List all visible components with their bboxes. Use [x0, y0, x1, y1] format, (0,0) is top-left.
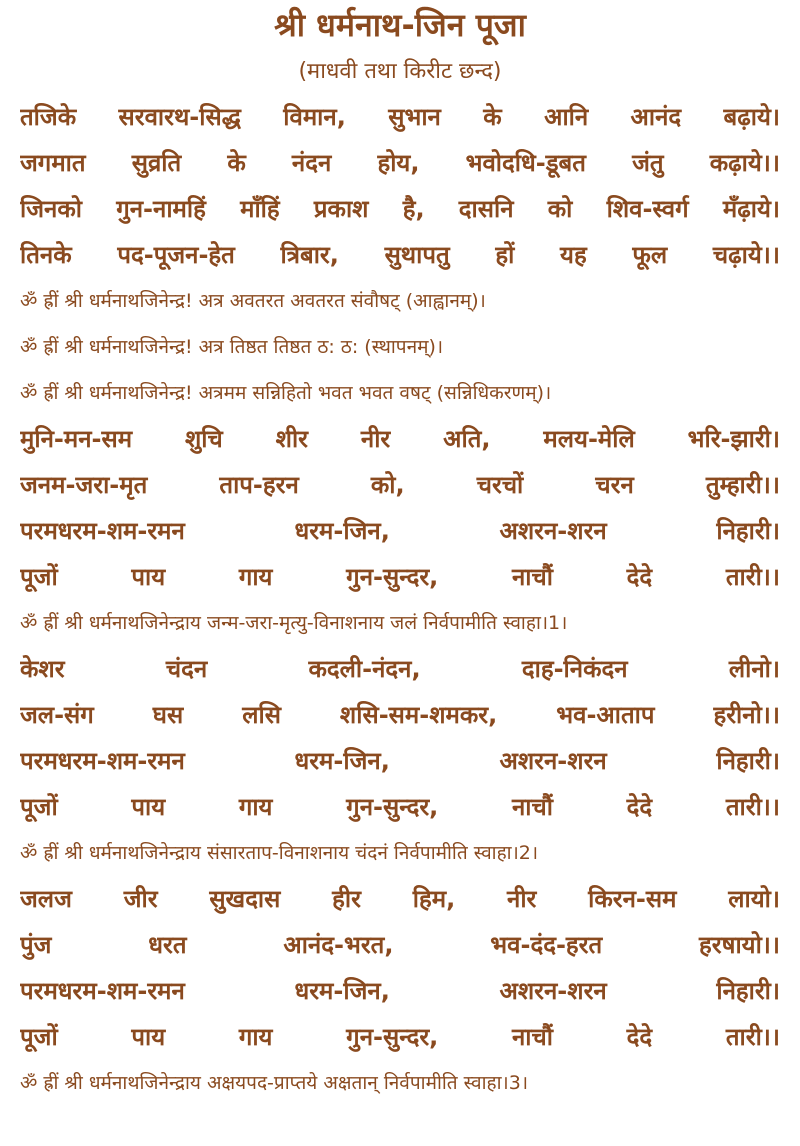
invocation-verse: जगमात सुव्रति के नंदन होय, भवोदधि-डूबत जंतु कढ़ाये।। [20, 149, 780, 177]
stanza-mantra: ॐ ह्रीं श्री धर्मनाथजिनेन्द्राय संसारताप-विनाशनाय चंदनं निर्वपामीति स्वाहा।2। [20, 842, 539, 864]
stanza-1 [20, 416, 780, 646]
stanza-2 [20, 646, 780, 876]
invocation-verse: तिनके पद-पूजन-हेत त्रिबार, सुथापतु हों यह फूल चढ़ाये।। [20, 241, 780, 269]
stanza-verse: जनम-जरा-मृत ताप-हरन को, चरचों चरन तुम्हारी।। [20, 471, 780, 499]
stanza-verse: पूजों पाय गाय गुन-सुन्दर, नाचौं देदे तारी।। [20, 793, 780, 821]
invocation-mantra: ॐ ह्रीं श्री धर्मनाथजिनेन्द्र! अत्र तिष्ठत तिष्ठत ठ: ठ: (स्थापनम्)। [20, 336, 444, 358]
stanza-verse: जलज जीर सुखदास हीर हिम, नीर किरन-सम लायो। [20, 885, 780, 913]
invocation-verse: तजिके सरवारथ-सिद्ध विमान, सुभान के आनि आनंद बढ़ाये। [20, 103, 780, 131]
invocation-verse: जिनको गुन-नामहिं माँहिं प्रकाश है, दासनि को शिव-स्वर्ग मँढ़ाये। [20, 195, 780, 223]
invocation-mantra: ॐ ह्रीं श्री धर्मनाथजिनेन्द्र! अत्रमम सन्निहितो भवत भवत वषट् (सन्निधिकरणम्)। [20, 382, 552, 404]
page-title: श्री धर्मनाथ-जिन पूजा [274, 6, 526, 44]
stanza-verse: जल-संग घस लसि शसि-सम-शमकर, भव-आताप हरीनो।। [20, 701, 780, 729]
invocation-mantra: ॐ ह्रीं श्री धर्मनाथजिनेन्द्र! अत्र अवतरत अवतरत संवौषट् (आह्वानम्)। [20, 290, 486, 312]
stanza-verse: पूजों पाय गाय गुन-सुन्दर, नाचौं देदे तारी।। [20, 1023, 780, 1051]
stanza-verse: पूजों पाय गाय गुन-सुन्दर, नाचौं देदे तारी।। [20, 563, 780, 591]
stanza-verse: पुंज धरत आनंद-भरत, भव-दंद-हरत हरषायो।। [20, 931, 780, 959]
stanza-mantra: ॐ ह्रीं श्री धर्मनाथजिनेन्द्राय अक्षयपद-प्राप्तये अक्षतान् निर्वपामीति स्वाहा।3। [20, 1072, 529, 1094]
invocation-section [20, 94, 780, 416]
stanza-verse: परमधरम-शम-रमन धरम-जिन, अशरन-शरन निहारी। [20, 517, 780, 545]
page-subtitle: (माधवी तथा किरीट छन्द) [298, 59, 502, 84]
stanza-3 [20, 876, 780, 1106]
stanza-verse: मुनि-मन-सम शुचि शीर नीर अति, मलय-मेलि भरि-झारी। [20, 425, 780, 453]
stanza-mantra: ॐ ह्रीं श्री धर्मनाथजिनेन्द्राय जन्म-जरा-मृत्यु-विनाशनाय जलं निर्वपामीति स्वाहा।1। [20, 612, 568, 634]
stanza-verse: केशर चंदन कदली-नंदन, दाह-निकंदन लीनो। [20, 655, 780, 683]
stanza-verse: परमधरम-शम-रमन धरम-जिन, अशरन-शरन निहारी। [20, 747, 780, 775]
stanza-verse: परमधरम-शम-रमन धरम-जिन, अशरन-शरन निहारी। [20, 977, 780, 1005]
